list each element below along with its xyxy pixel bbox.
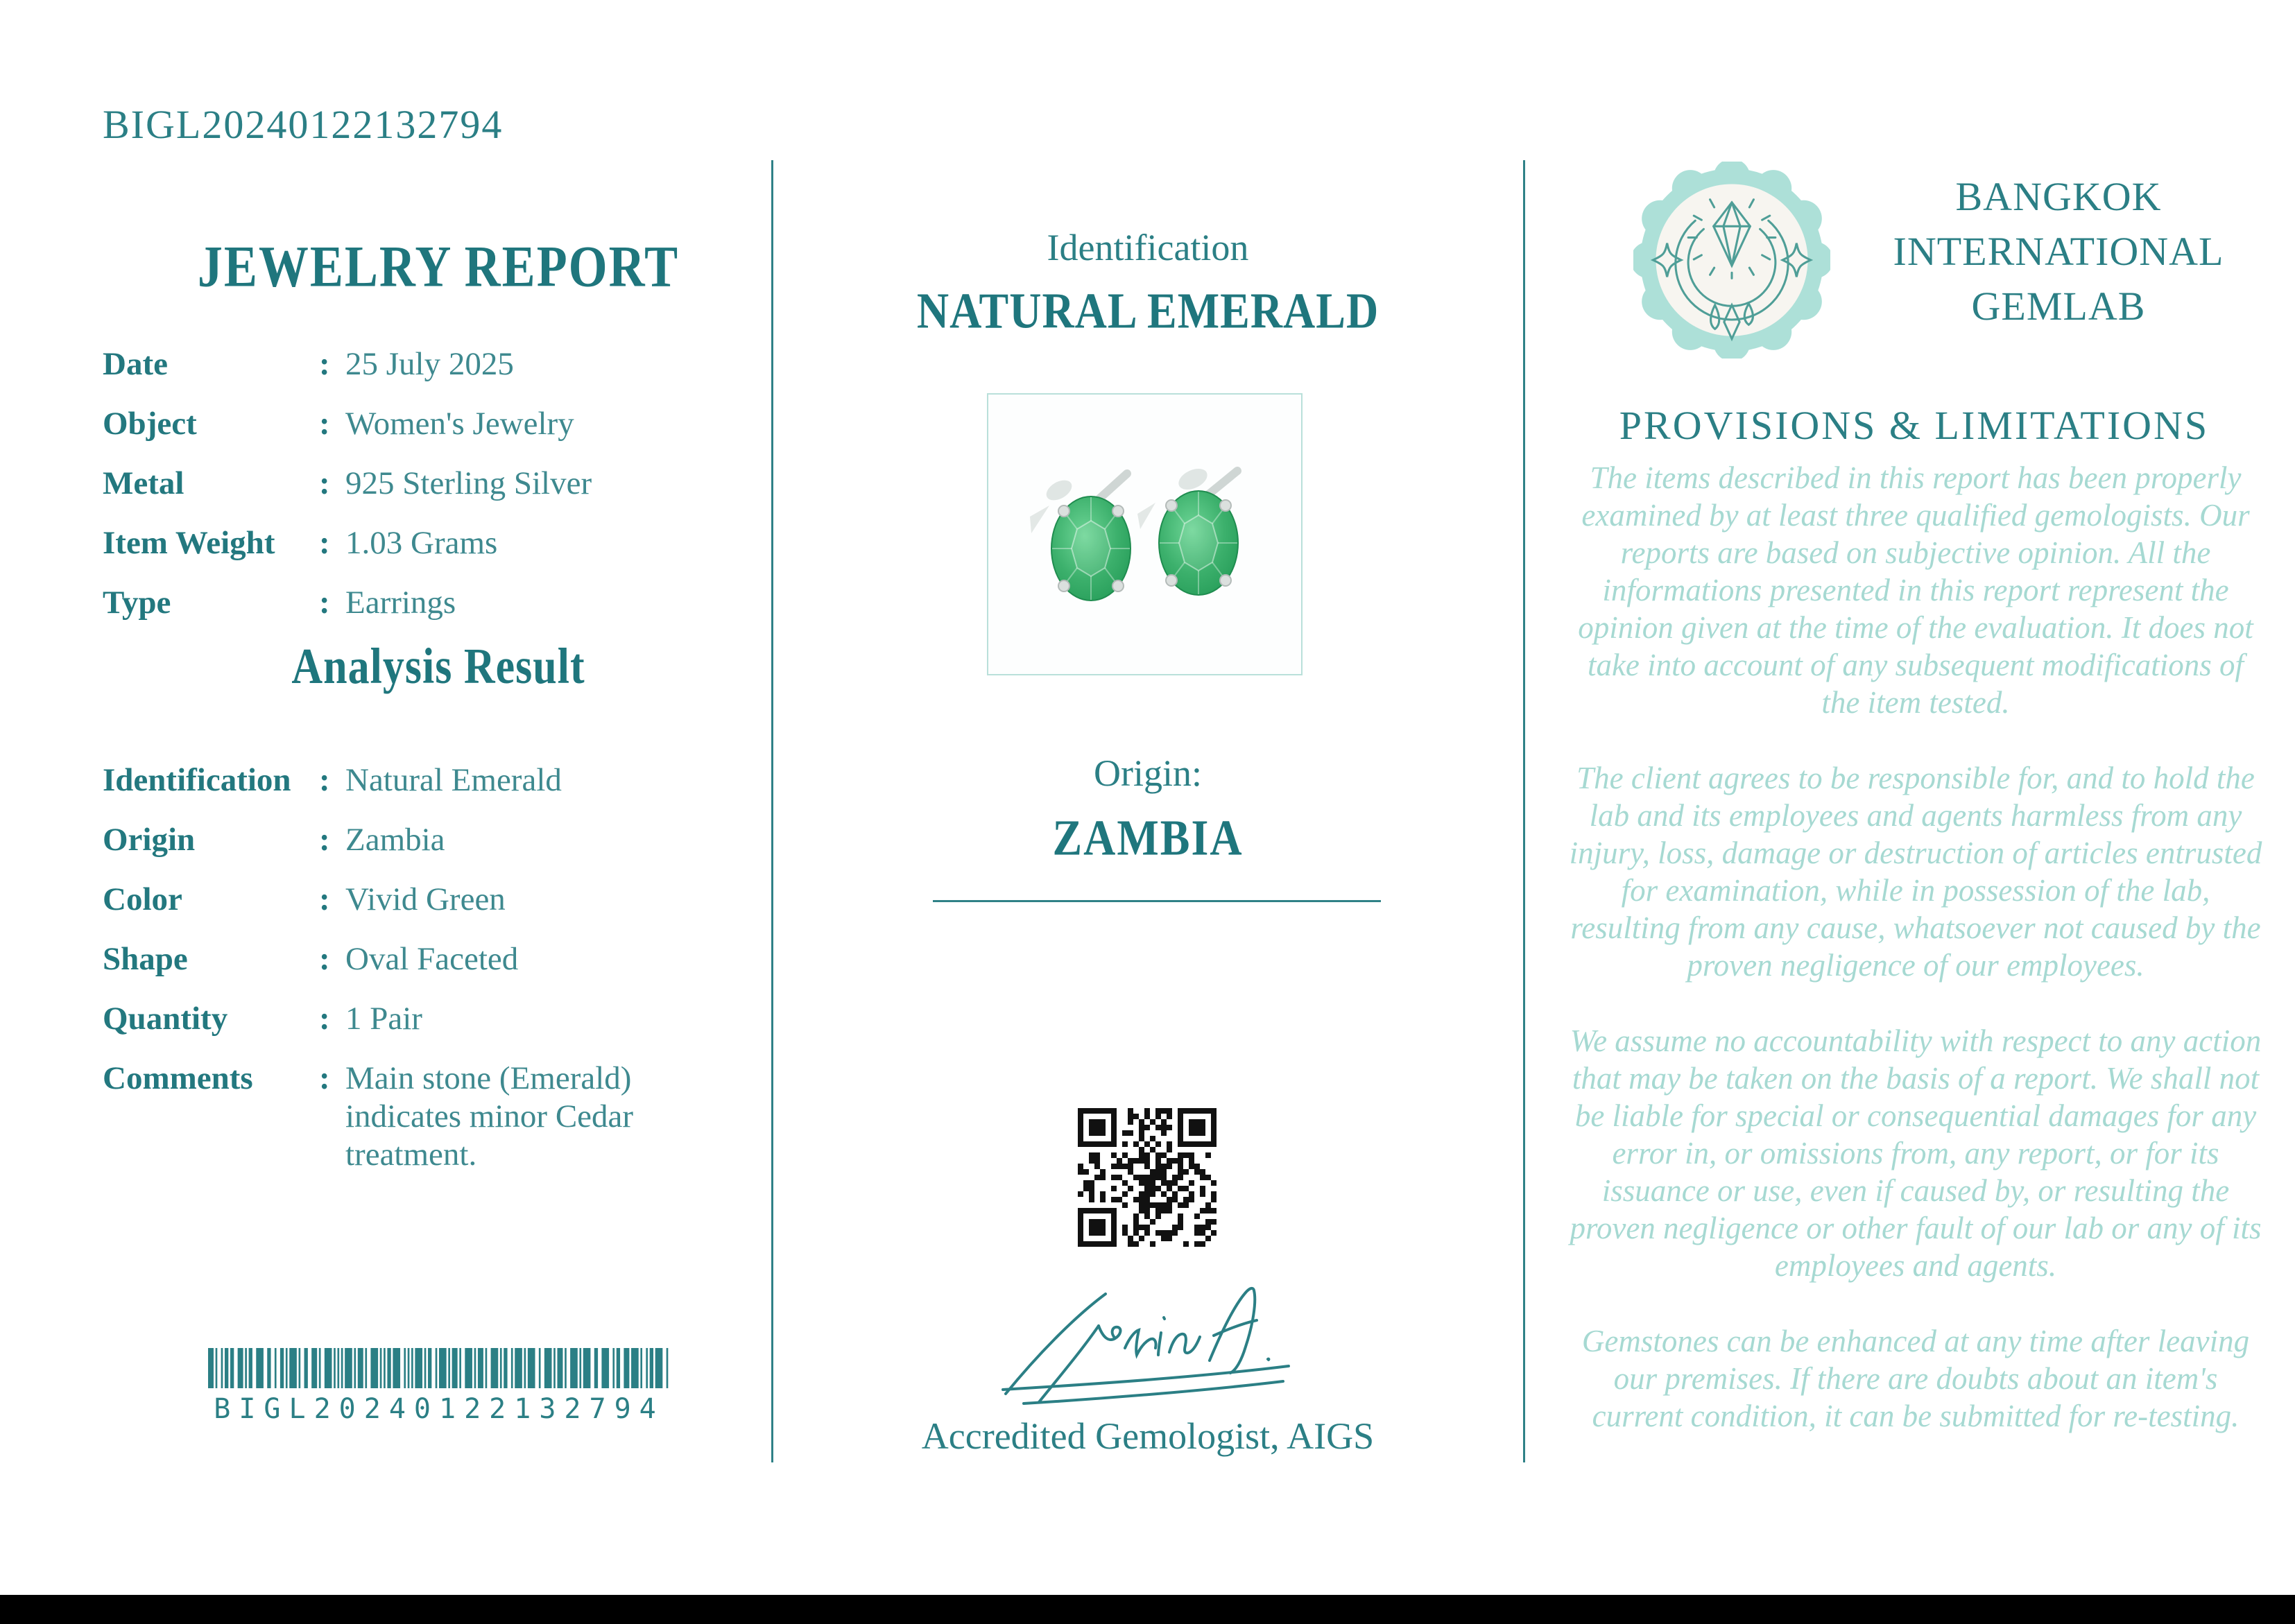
field-colon: : bbox=[319, 1060, 330, 1096]
field-value: 1 Pair bbox=[345, 1001, 422, 1037]
field-colon: : bbox=[319, 585, 330, 621]
lab-name-line: INTERNATIONAL bbox=[1893, 229, 2224, 274]
field-label: Identification bbox=[103, 762, 291, 798]
provisions-paragraph: The client agrees to be responsible for, and to hold the lab and its employees and agents harmless from any injury, loss, damage or destruction of articles entrusted for examination, while in possession of the lab, resulting from any cause, whatsoever not caused by the proven negligence of our employees. bbox=[1569, 761, 2262, 983]
field-colon: : bbox=[319, 881, 330, 917]
provisions-paragraph: We assume no accountability with respect to any action that may be taken on the basis of a report. We shall not be liable for special or consequential damages for any error in, or omissions from, any report, or for its issuance or use, even if caused by, or resulting the proven negligence or other fault of our lab or any of its employees and agents. bbox=[1570, 1023, 2262, 1283]
field-value: Zambia bbox=[345, 822, 445, 858]
field-label: Color bbox=[103, 881, 182, 917]
field-colon: : bbox=[319, 525, 330, 561]
field-colon: : bbox=[319, 941, 330, 977]
barcode-text: BIGL20240122132794 bbox=[214, 1393, 664, 1425]
provisions-paragraph: Gemstones can be enhanced at any time after leaving our premises. If there are doubts about an item's current condition, it can be submitted for re-testing. bbox=[1581, 1324, 2250, 1433]
field-colon: : bbox=[319, 1001, 330, 1037]
emerald-earrings-image bbox=[988, 395, 1301, 674]
signature-icon bbox=[970, 1284, 1330, 1420]
identification-value: NATURAL EMERALD bbox=[916, 282, 1379, 339]
signer-title: Accredited Gemologist, AIGS bbox=[921, 1415, 1375, 1457]
field-row bbox=[103, 1000, 748, 1038]
field-value: Vivid Green bbox=[345, 881, 506, 917]
field-value: Natural Emerald bbox=[345, 762, 562, 798]
analysis-fields bbox=[103, 761, 748, 1195]
field-row bbox=[103, 524, 748, 562]
column-divider-right bbox=[1523, 160, 1525, 1462]
field-value: Main stone (Emerald) indicates minor Cedar treatment. bbox=[345, 1060, 634, 1173]
field-label: Shape bbox=[103, 941, 188, 977]
field-label: Type bbox=[103, 585, 171, 621]
report-serial-number: BIGL20240122132794 bbox=[103, 102, 504, 147]
column-divider-left bbox=[771, 160, 773, 1462]
field-row bbox=[103, 1060, 748, 1174]
field-row bbox=[103, 584, 748, 622]
barcode bbox=[208, 1348, 670, 1425]
field-label: Date bbox=[103, 346, 168, 382]
field-colon: : bbox=[319, 406, 330, 442]
identification-heading: Identification bbox=[1047, 227, 1249, 268]
field-value: Earrings bbox=[345, 585, 456, 621]
middle-divider-line bbox=[933, 900, 1381, 902]
gemlab-logo-icon bbox=[1633, 162, 1830, 359]
field-colon: : bbox=[319, 762, 330, 798]
lab-name bbox=[1857, 169, 2260, 334]
field-row bbox=[103, 821, 748, 859]
field-colon: : bbox=[319, 346, 330, 382]
analysis-result-title: Analysis Result bbox=[291, 639, 585, 695]
jewelry-photo bbox=[987, 393, 1303, 675]
field-value: Oval Faceted bbox=[345, 941, 519, 977]
field-label: Metal bbox=[103, 465, 184, 501]
qr-code bbox=[1074, 1104, 1221, 1251]
bottom-black-bar bbox=[0, 1595, 2295, 1624]
field-label: Item Weight bbox=[103, 525, 275, 561]
report-title: JEWELRY REPORT bbox=[197, 234, 680, 300]
gemologist-signature bbox=[970, 1284, 1330, 1420]
field-value: 1.03 Grams bbox=[345, 525, 498, 561]
field-colon: : bbox=[319, 822, 330, 858]
field-label: Quantity bbox=[103, 1001, 228, 1037]
field-row bbox=[103, 761, 748, 800]
gemlab-logo bbox=[1633, 162, 1830, 359]
field-value: Women's Jewelry bbox=[345, 406, 574, 442]
field-row bbox=[103, 881, 748, 919]
field-colon: : bbox=[319, 465, 330, 501]
provisions-paragraph: The items described in this report has been properly examined by at least three qualified gemologists. Our reports are based on subjective opinion. All the informations presented in this report represent the opinion given at the time of the evaluation. It does not take into account of any subsequent modifications of the item tested. bbox=[1578, 460, 2253, 720]
origin-heading: Origin: bbox=[1094, 752, 1202, 794]
origin-value: ZAMBIA bbox=[1052, 809, 1244, 866]
provisions-paragraphs bbox=[1566, 459, 2265, 1473]
field-row bbox=[103, 405, 748, 443]
field-row bbox=[103, 940, 748, 978]
report-fields bbox=[103, 345, 748, 643]
field-row bbox=[103, 465, 748, 503]
field-label: Object bbox=[103, 406, 197, 442]
lab-name-line: BANGKOK bbox=[1955, 174, 2162, 219]
right-earring bbox=[1137, 465, 1238, 595]
field-value: 25 July 2025 bbox=[345, 346, 514, 382]
barcode-bars bbox=[208, 1348, 670, 1392]
field-row bbox=[103, 345, 748, 383]
field-value: 925 Sterling Silver bbox=[345, 465, 592, 501]
left-earring bbox=[1030, 474, 1131, 601]
lab-name-line: GEMLAB bbox=[1971, 284, 2146, 329]
field-label: Origin bbox=[103, 822, 196, 858]
provisions-title: PROVISIONS & LIMITATIONS bbox=[1619, 403, 2210, 448]
field-label: Comments bbox=[103, 1060, 253, 1096]
